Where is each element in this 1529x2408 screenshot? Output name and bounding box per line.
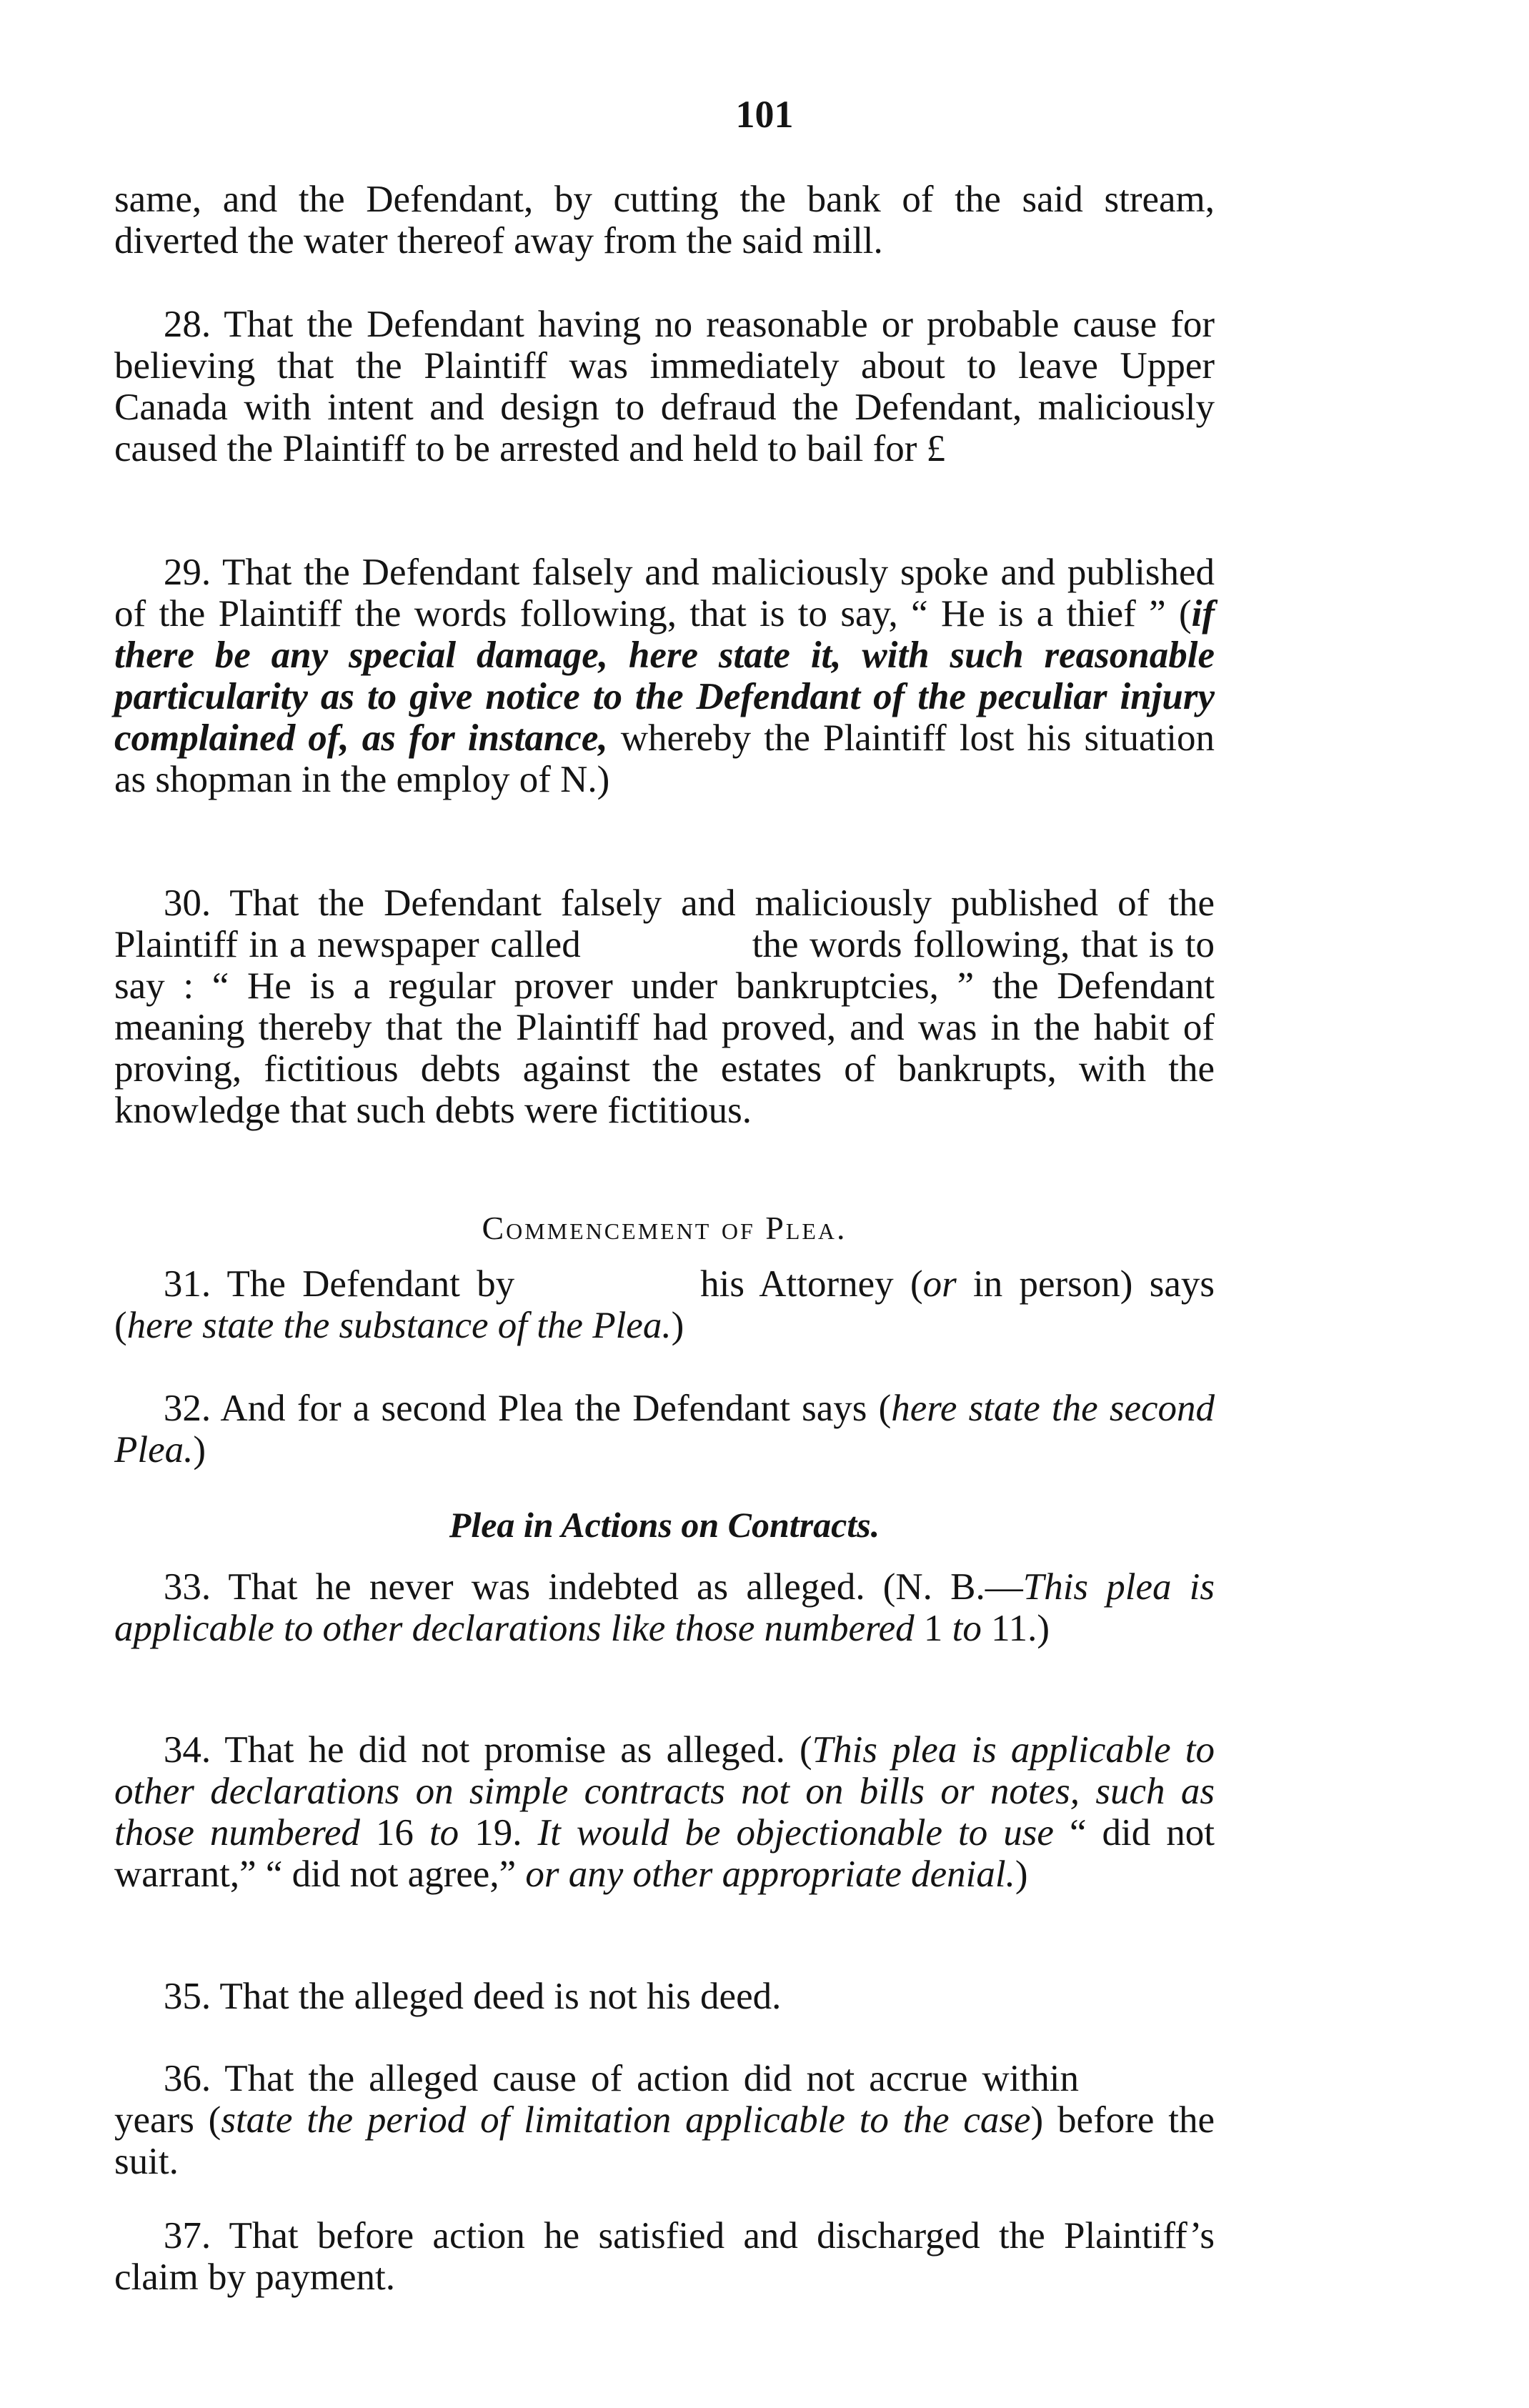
paragraph-36-text-b: years (: [114, 2099, 221, 2141]
paragraph-29-italic: if there be any special damage, here state it, with such reasonable particularity as to give notice to the Defendant of the peculiar injury complained of, as for instance,: [114, 593, 1215, 759]
paragraph-32-text-a: 32. And for a second Plea the Defendant says (: [163, 1388, 892, 1429]
paragraph-30-text-b: the words following, that is to say : “ He is a regular prover under bankruptcies, ” the Defendant meaning thereby that the Plaintiff had proved, and was in the habit of proving, fictitious debts against the estates of bankrupts, with the knowledge that such debts were fictitious.: [114, 924, 1215, 1131]
paragraph-34-italic-to: to: [429, 1812, 459, 1854]
paragraph-33-text-c: 1: [914, 1608, 952, 1649]
paragraph-37: 37. That before action he satisfied and discharged the Plaintiff’s claim by payment.: [114, 2215, 1215, 2298]
paragraph-31-text-a: 31. The Defendant by: [163, 1263, 515, 1305]
paragraph-32: [114, 1388, 1215, 1471]
paragraph-31-text-d: in person) says (: [114, 1263, 1215, 1346]
paragraph-34-text-g: “ did not warrant,” “ did not agree,”: [114, 1812, 1215, 1895]
paragraph-33-italic-to: to: [952, 1608, 982, 1649]
paragraph-29: [114, 552, 1215, 800]
paragraph-33: [114, 1566, 1215, 1649]
paragraph-31-italic: here state the substance of the Plea.: [126, 1305, 672, 1346]
heading-commencement-of-plea: Commencement of Plea.: [482, 1210, 847, 1246]
paragraph-28-text: 28. That the Defendant having no reasonable or probable cause for believing that the Plaintiff was immediately about to leave Upper Canada with intent and design to defraud the Defendant, maliciously caused the Plaintiff to be arrested and held to bail for £: [114, 304, 1215, 469]
paragraph-continuation: same, and the Defendant, by cutting the bank of the said stream, diverted the water thereof away from the said mill.: [114, 179, 1215, 262]
paragraph-34-text-i: ): [1015, 1854, 1028, 1895]
paragraph-30-text-a: 30. That the Defendant falsely and maliciously published of the Plaintiff in a newspaper called: [114, 882, 1215, 965]
paragraph-36-text-d: ) before the suit.: [114, 2099, 1215, 2182]
paragraph-31-italic-or: or: [922, 1263, 957, 1305]
paragraph-30: [114, 882, 1215, 1131]
page-number: 101: [735, 93, 794, 136]
paragraph-34-text-c: 16: [359, 1812, 429, 1854]
paragraph-32-text-c: ): [193, 1429, 206, 1471]
paragraph-33-italic: This plea is applicable to other declarations like those numbered: [114, 1566, 1215, 1649]
paragraph-36-text-a: 36. That the alleged cause of action did not accrue within: [163, 2058, 1079, 2099]
paragraph-36-italic: state the period of limitation applicable to the case: [221, 2099, 1031, 2141]
paragraph-31-text-f: ): [671, 1305, 684, 1346]
paragraph-34-text-e: 19.: [459, 1812, 538, 1854]
paragraph-31: [114, 1263, 1215, 1346]
paragraph-36: [114, 2058, 1215, 2182]
paragraph-34-italic-a: This plea is applicable to other declarations on simple contracts not on bills or notes, such as those numbered: [114, 1729, 1215, 1854]
paragraph-29-text-c: whereby the Plaintiff lost his situation as shopman in the employ of N.): [114, 717, 1215, 800]
paragraph-34: [114, 1729, 1215, 1895]
paragraph-35: 35. That the alleged deed is not his deed.: [163, 1976, 782, 2017]
paragraph-34-text-a: 34. That he did not promise as alleged. (: [163, 1729, 812, 1771]
paragraph-34-italic-c: or any other appropriate denial.: [525, 1854, 1015, 1895]
paragraph-29-text-a: 29. That the Defendant falsely and maliciously spoke and published of the Plaintiff the words following, that is to say, “ He is a thief ” (: [114, 552, 1215, 635]
paragraph-31-text-b: his Attorney (: [700, 1263, 923, 1305]
paragraph-33-text-e: 11.): [981, 1608, 1050, 1649]
paragraph-28: [114, 304, 1215, 469]
heading-plea-in-actions-on-contracts: Plea in Actions on Contracts.: [449, 1505, 880, 1545]
paragraph-32-italic: here state the second Plea.: [114, 1388, 1215, 1471]
paragraph-33-text-a: 33. That he never was indebted as alleged. (N. B.—: [163, 1566, 1023, 1608]
paragraph-34-italic-b: It would be objectionable to use: [537, 1812, 1054, 1854]
